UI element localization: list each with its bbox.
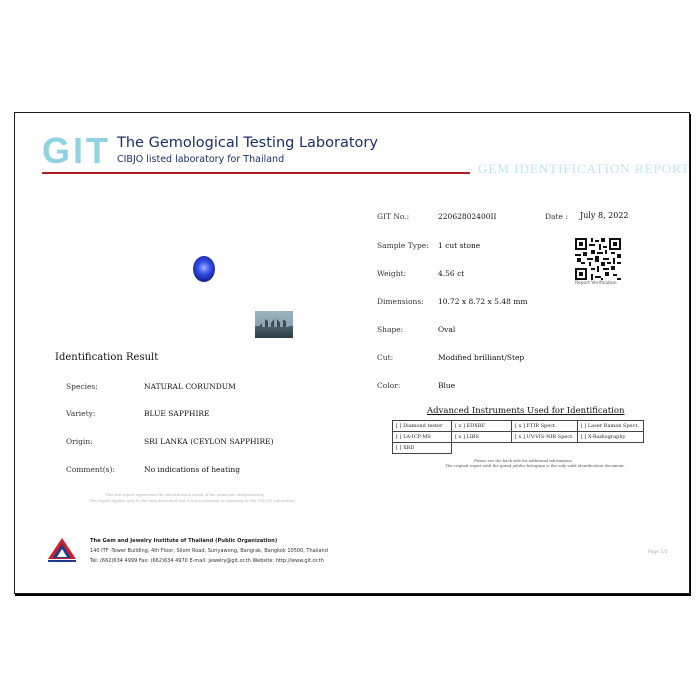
institute-address: 140 ITF -Tower Building, 4th Floor, Silom Road, Suriyawong, Bangrak, Bangkok 10500, Thailand — [90, 548, 328, 554]
comments-value: No indications of heating — [144, 465, 241, 474]
variety-label: Variety: — [66, 409, 96, 418]
git-logo: GIT — [42, 130, 111, 171]
cut-value: Modified brilliant/Step — [438, 353, 525, 362]
gemstone-side-photo — [255, 311, 293, 338]
instruments-table — [392, 420, 644, 454]
species-label: Species: — [66, 382, 98, 391]
git-institute-logo-icon — [47, 537, 77, 563]
header-divider — [42, 172, 470, 174]
empty-cell — [512, 443, 578, 454]
instruments-note-1: Please see the back side for additional information — [474, 458, 572, 463]
date-label: Date : — [545, 212, 568, 221]
table-row — [393, 421, 644, 432]
instrument-cell: [ ] Diamond tester — [393, 421, 452, 432]
lab-title: The Gemological Testing Laboratory — [117, 135, 378, 151]
dimensions-value: 10.72 x 8.72 x 5.48 mm — [438, 297, 528, 306]
git-no-value: 22062802400II — [438, 212, 497, 221]
faint-note-2: This report applies only to the item described and is not a valuation or warranty of the GIT-CIS Laboratory — [89, 498, 295, 503]
instruments-heading: Advanced Instruments Used for Identification — [427, 406, 625, 416]
instrument-cell: [ x ] FTIR Spect. — [512, 421, 578, 432]
instrument-cell: [ ] Laser Raman Spect. — [577, 421, 643, 432]
institute-name: The Gem and Jewelry Institute of Thailand (Public Organization) — [90, 538, 278, 544]
comments-label: Comment(s): — [66, 465, 115, 474]
color-value: Blue — [438, 381, 456, 390]
shape-label: Shape: — [377, 325, 404, 334]
report-title: GEM IDENTIFICATION REPORT — [478, 161, 690, 176]
weight-label: Weight: — [377, 269, 407, 278]
sample-type-value: 1 cut stone — [438, 241, 481, 250]
shape-value: Oval — [438, 325, 456, 334]
table-row — [393, 432, 644, 443]
qr-caption: Report Verification — [575, 281, 617, 286]
species-value: NATURAL CORUNDUM — [144, 382, 236, 391]
dimensions-label: Dimensions: — [377, 297, 424, 306]
instrument-cell: [ ] LA-ICP-MS — [393, 432, 452, 443]
identification-heading: Identification Result — [55, 352, 159, 363]
lab-subtitle: CIBJO listed laboratory for Thailand — [117, 154, 285, 165]
instrument-cell: [ x ] EDXRF — [452, 421, 512, 432]
table-row — [393, 443, 644, 454]
institute-contact: Tel: (662)634 4999 Fax: (662)634 4970 E-mail: jewelry@git.or.th Website: http://www.git.or.th — [90, 558, 324, 564]
gemstone-photo — [193, 256, 215, 282]
instrument-cell: [ ] XRD — [393, 443, 452, 454]
empty-cell — [452, 443, 512, 454]
git-no-label: GIT No.: — [377, 212, 410, 221]
cut-label: Cut: — [377, 353, 394, 362]
color-label: Color: — [377, 381, 401, 390]
instrument-cell: [ x ] UV-VIS-NIR Spect. — [512, 432, 578, 443]
instrument-cell: [ x ] LIBS — [452, 432, 512, 443]
instruments-note-2: The original report with the grand jubilee hologram is the only valid identification document. — [445, 463, 625, 468]
page-number: Page 1/2 — [648, 550, 668, 555]
variety-value: BLUE SAPPHIRE — [144, 409, 210, 418]
date-value: July 8, 2022 — [580, 211, 629, 220]
faint-note-1: This test report represents the identification result of the gemstone independently — [105, 492, 265, 497]
qr-code-icon[interactable] — [575, 238, 621, 280]
weight-value: 4.56 ct — [438, 269, 465, 278]
sample-type-label: Sample Type: — [377, 241, 429, 250]
origin-label: Origin: — [66, 437, 93, 446]
empty-cell — [577, 443, 643, 454]
origin-value: SRI LANKA (CEYLON SAPPHIRE) — [144, 437, 274, 446]
instrument-cell: [ ] X-Radiography — [577, 432, 643, 443]
